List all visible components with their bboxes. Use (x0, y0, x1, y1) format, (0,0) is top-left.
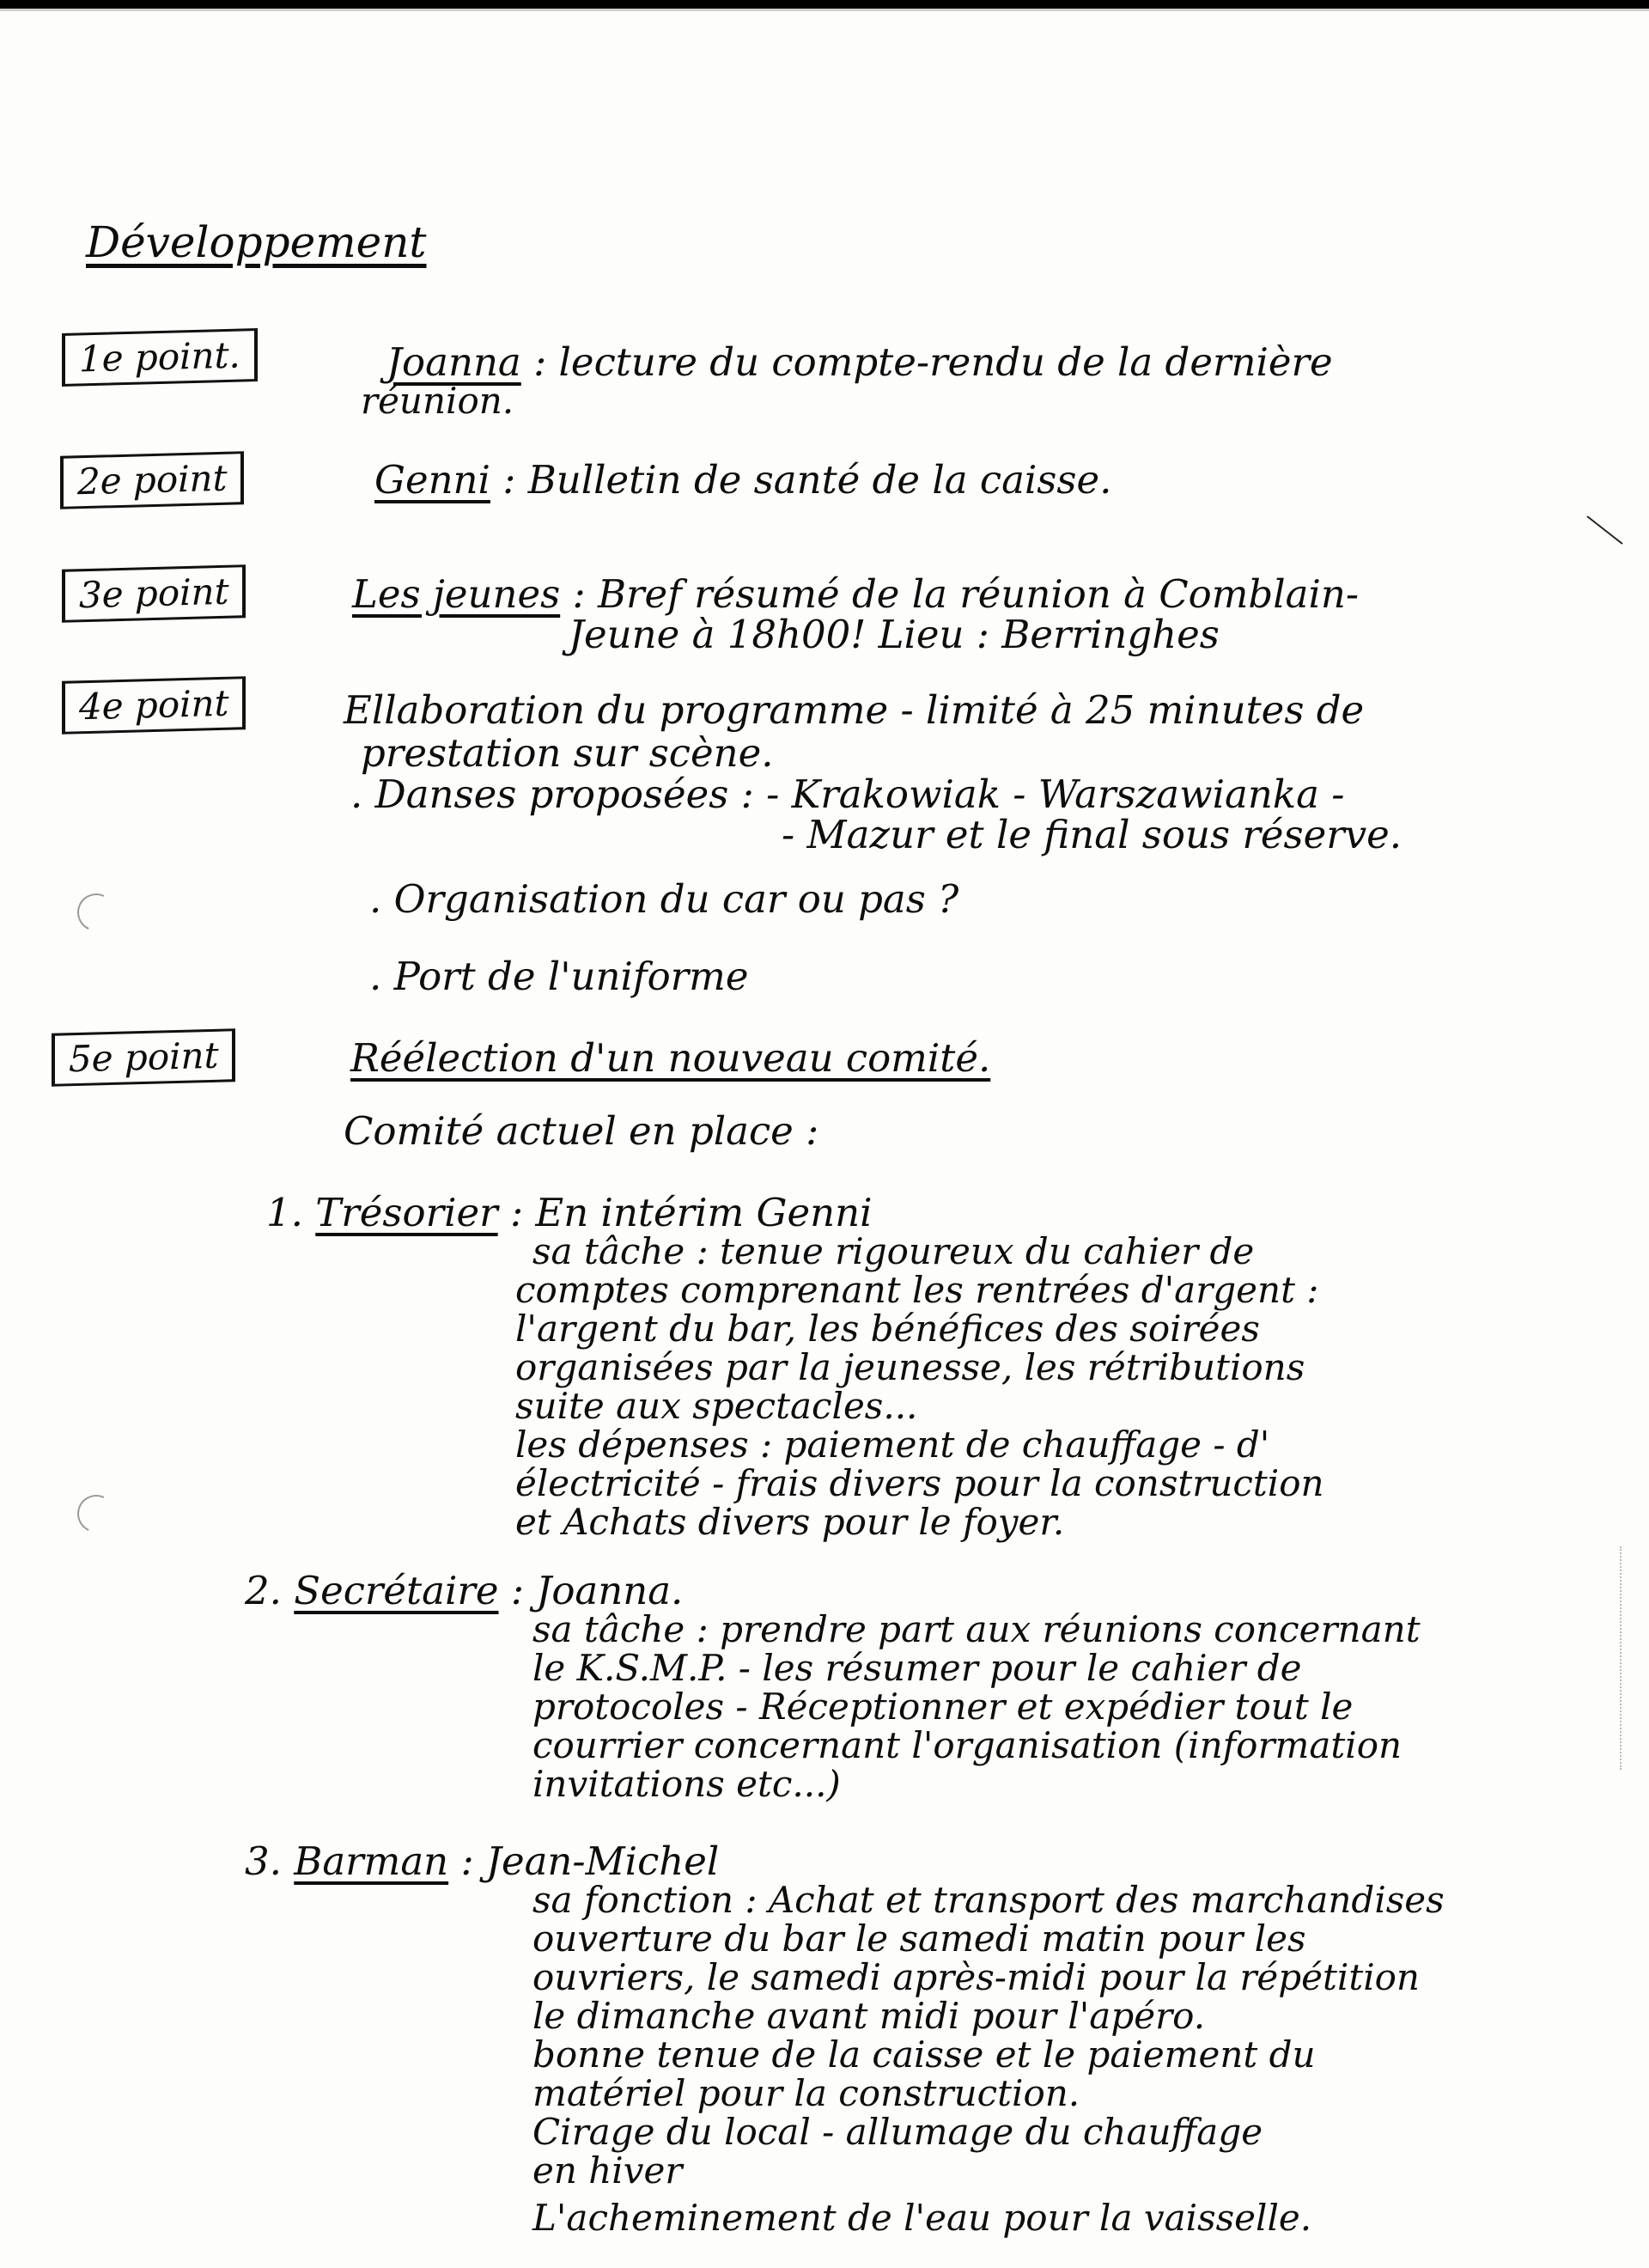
point-5-title: Réélection d'un nouveau comité. (350, 1035, 991, 1081)
point-3-line (352, 571, 1359, 618)
committee-2-line: courrier concernant l'organisation (information (532, 1724, 1403, 1766)
point-4-dances (350, 771, 1344, 818)
committee-3-role: Barman (294, 1838, 449, 1884)
committee-1-line: électricité - frais divers pour la construction (515, 1462, 1324, 1504)
point-1-line (386, 339, 1333, 386)
top-edge (0, 0, 1649, 9)
punch-hole-mark (72, 1490, 120, 1538)
point-2-text: : Bulletin de santé de la caisse. (502, 457, 1112, 503)
point-3-speaker: Les jeunes (352, 571, 561, 617)
point-4-line (344, 687, 1364, 734)
committee-2-num: 2. (245, 1568, 282, 1613)
committee-3-line: en hiver (532, 2149, 683, 2192)
committee-2-line: le K.S.M.P. - les résumer pour le cahier de (532, 1647, 1302, 1689)
committee-3-line: bonne tenue de la caisse et le paiement du (532, 2033, 1316, 2076)
committee-3-num: 3. (245, 1838, 282, 1884)
point-2-speaker: Genni (374, 457, 490, 503)
point-1-text: : lecture du compte-rendu de la dernière (533, 339, 1333, 385)
committee-3-line: le dimanche avant midi pour l'apéro. (532, 1995, 1206, 2037)
current-committee-label: Comité actuel en place : (344, 1108, 819, 1154)
committee-1-role: Trésorier (315, 1190, 498, 1235)
committee-3-line: Cirage du local - allumage du chauffage (532, 2111, 1263, 2153)
committee-2-holder: : Joanna. (510, 1568, 684, 1613)
committee-2-role: Secrétaire (294, 1568, 499, 1613)
point-2-line (374, 457, 1111, 503)
committee-3-line: L'acheminement de l'eau pour la vaisselle. (532, 2197, 1312, 2239)
point-4-label: 4e point (62, 676, 246, 735)
point-4-text-cont: prestation sur scène. (361, 730, 774, 776)
point-1-text-cont: réunion. (361, 380, 514, 422)
committee-3-holder: : Jean-Michel (460, 1838, 720, 1884)
dances-list-1: - Krakowiak - Warszawianka - (766, 771, 1345, 817)
punch-hole-mark (72, 888, 120, 936)
point-1-label: 1e point. (62, 328, 258, 387)
point-3-text: : Bref résumé de la réunion à Comblain- (572, 571, 1360, 617)
page-heading: Développement (86, 217, 427, 267)
committee-1-line: l'argent du bar, les bénéfices des soirées (515, 1308, 1260, 1350)
committee-3-line: ouvriers, le samedi après-midi pour la répétition (532, 1956, 1420, 1998)
committee-2-line: sa tâche : prendre part aux réunions concernant (532, 1608, 1421, 1650)
point-2-label: 2e point (60, 451, 244, 509)
dances-list-2: - Mazur et le final sous réserve. (782, 812, 1403, 857)
committee-3-line: matériel pour la construction. (532, 2072, 1080, 2114)
committee-1-line: organisées par la jeunesse, les rétributions (515, 1346, 1305, 1388)
committee-2-line: invitations etc...) (532, 1763, 841, 1805)
committee-1-line: et Achats divers pour le foyer. (515, 1501, 1065, 1543)
margin-ink-mark (1615, 1546, 1622, 1770)
committee-2-line: protocoles - Réceptionner et expédier tout le (532, 1686, 1354, 1728)
dances-label: . Danses proposées : (350, 771, 754, 817)
point-4-bullet-car: . Organisation du car ou pas ? (369, 876, 959, 922)
point-1-speaker: Joanna (386, 339, 521, 385)
committee-1-holder: : En intérim Genni (509, 1190, 873, 1235)
committee-1-line: sa tâche : tenue rigoureux du cahier de (532, 1230, 1255, 1272)
committee-1-line: les dépenses : paiement de chauffage - d' (515, 1424, 1270, 1466)
point-5-label: 5e point (52, 1028, 235, 1087)
pen-stroke-mark (1586, 515, 1622, 545)
point-4-text: - limité à 25 minutes de (900, 687, 1365, 733)
point-3-text-cont: Jeune à 18h00! Lieu : Berringhes (569, 612, 1220, 657)
committee-3-line: ouverture du bar le samedi matin pour les (532, 1917, 1306, 1960)
committee-1-num: 1. (266, 1190, 303, 1235)
point-4-speaker: Ellaboration du programme (344, 687, 889, 733)
committee-1-line: suite aux spectacles... (515, 1385, 918, 1427)
committee-1-line: comptes comprenant les rentrées d'argent : (515, 1269, 1319, 1311)
point-3-label: 3e point (62, 564, 246, 623)
committee-3-line: sa fonction : Achat et transport des marchandises (532, 1879, 1445, 1921)
top-edge-shadow (0, 9, 1649, 11)
point-4-bullet-uniform: . Port de l'uniforme (369, 954, 749, 999)
